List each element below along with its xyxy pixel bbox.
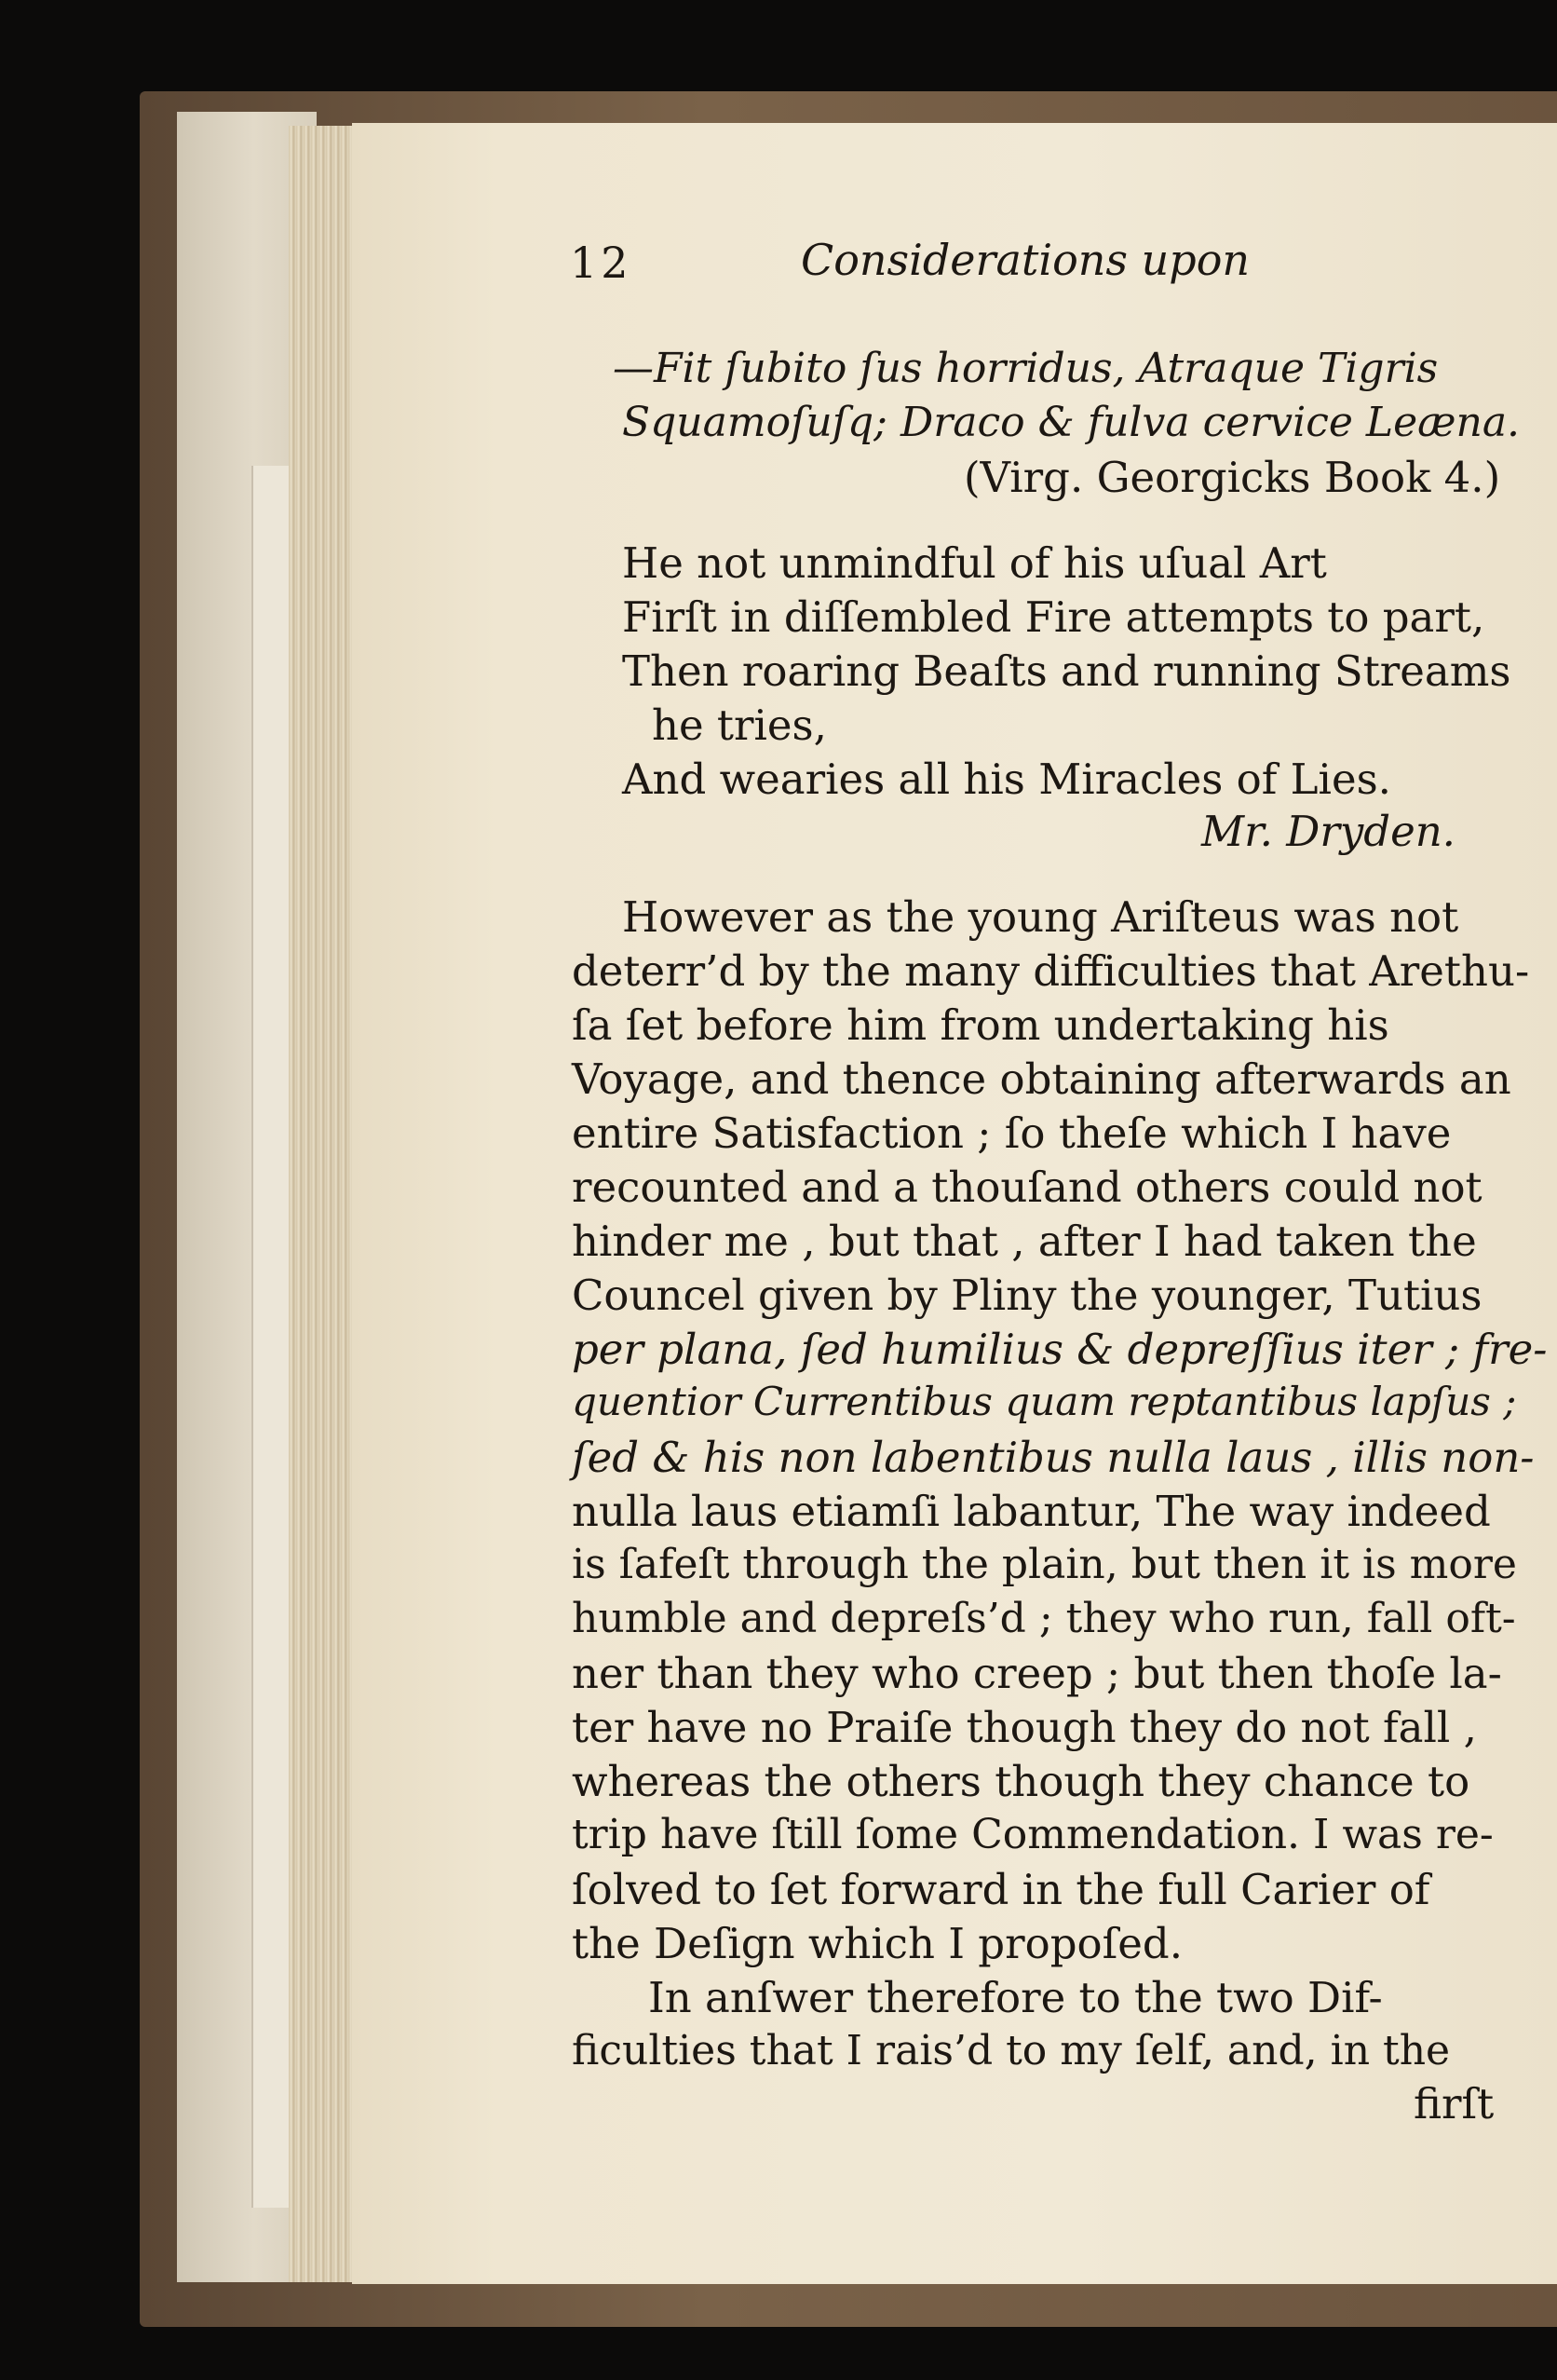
body-line: ſa ſet before him from undertaking his (572, 1000, 1389, 1050)
body-line: the Deſign which I propoſed. (572, 1919, 1184, 1968)
body-line: recounted and a thouſand others could not (572, 1163, 1483, 1212)
catchword: firſt (1414, 2079, 1495, 2128)
quote-line: —Fit ſubito ſus horridus, Atraque Tigris (613, 345, 1439, 392)
verse-line: he tries, (652, 700, 827, 750)
page-number: 12 (570, 238, 632, 288)
body-line: ſolved to ſet forward in the full Carier of (572, 1865, 1430, 1914)
body-line: per plana, ſed humilius & depreſſius iter ; fre- (572, 1325, 1548, 1374)
body-line: hinder me , but that , after I had taken the (572, 1217, 1477, 1266)
body-line: However as the young Ariſteus was not (622, 892, 1459, 942)
body-line: trip have ſtill ſome Commendation. I was re- (572, 1811, 1494, 1858)
body-line: humble and depreſs’d ; they who run, fall oft- (572, 1595, 1516, 1642)
verse-line: Firſt in diſſembled Fire attempts to part, (622, 592, 1485, 642)
verse-line: He not unmindful of his uſual Art (622, 538, 1327, 588)
body-line: ner than they who creep ; but then thoſe la- (572, 1649, 1502, 1698)
body-line: whereas the others though they chance to (572, 1757, 1470, 1806)
quote-line: Squamoſuſq; Draco & fulva cervice Leæna. (622, 399, 1521, 446)
body-line: Voyage, and thence obtaining afterwards an (572, 1054, 1511, 1104)
body-line: Councel given by Pliny the younger, Tutius (572, 1271, 1483, 1320)
quote-citation: (Virg. Georgicks Book 4.) (964, 453, 1501, 502)
body-line: deterr’d by the many difficulties that Arethu- (572, 946, 1530, 996)
verse-line: Then roaring Beaſts and running Streams (622, 646, 1511, 696)
body-line: ficulties that I rais’d to my ſelf, and, in the (572, 2027, 1451, 2074)
body-line: ſed & his non labentibus nulla laus , illis non- (572, 1433, 1535, 1482)
body-line: nulla laus etiamſi labantur, The way indeed (572, 1487, 1491, 1536)
page-edges (289, 126, 354, 2282)
running-title: Considerations upon (801, 235, 1251, 285)
body-line: quentior Currentibus quam reptantibus lapſus ; (572, 1379, 1517, 1424)
body-line: is ſafeſt through the plain, but then it is more (572, 1541, 1517, 1588)
attribution: Mr. Dryden. (1201, 807, 1455, 856)
body-line: ter have no Praiſe though they do not fall , (572, 1703, 1477, 1752)
verse-line: And wearies all his Miracles of Lies. (622, 755, 1391, 804)
body-line: In anſwer therefore to the two Dif- (648, 1973, 1383, 2022)
body-line: entire Satisfaction ; ſo theſe which I have (572, 1108, 1452, 1158)
